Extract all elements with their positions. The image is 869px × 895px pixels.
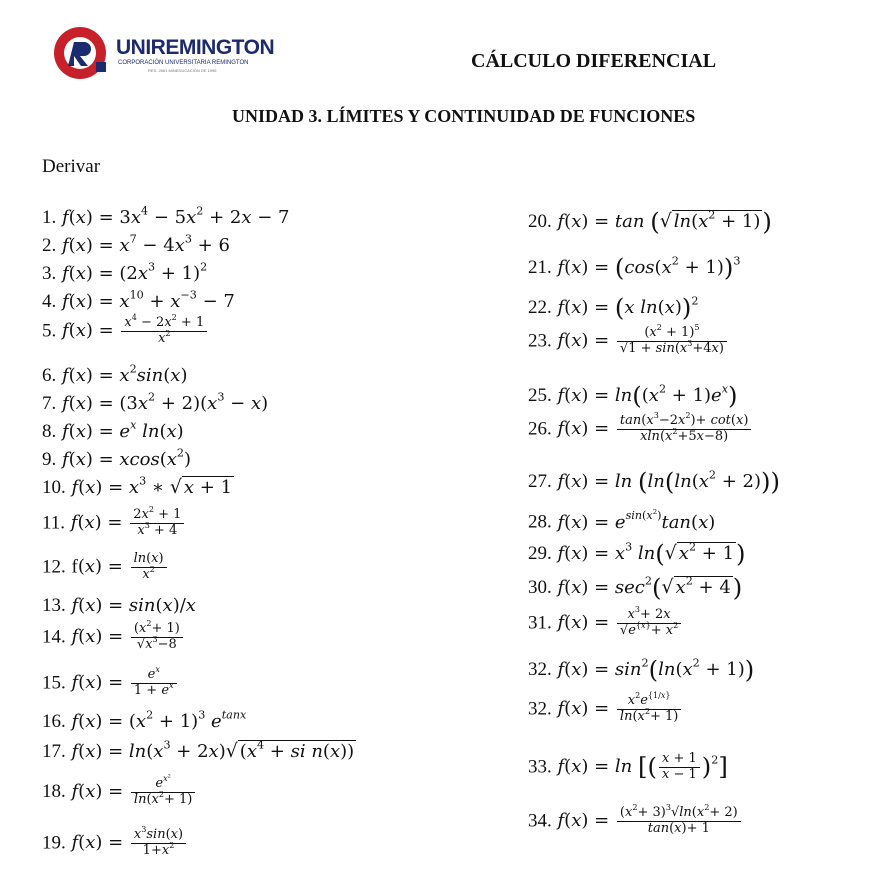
logo-icon <box>52 24 112 84</box>
unit-title: UNIDAD 3. LÍMITES Y CONTINUIDAD DE FUNCIONES <box>232 106 696 126</box>
problem-25: 25. $f(x) = \ln((x^2 + 1)e^x)$ <box>528 381 738 410</box>
uniremington-logo <box>52 24 312 84</box>
problem-22: 22. f(x) = (x ln(x))$^2$ <box>528 293 699 322</box>
problem-23: 23. f(x) = $\frac{(x^2 + 1)^5}{√1 + \sin(x^3+4x)}$ <box>528 326 729 357</box>
problem-33: 33. f(x) = ln [( $\frac{x + 1}{x - 1}$ )$^2$] <box>528 751 728 782</box>
brand-name: UNIREMINGTON <box>116 36 275 59</box>
problem-32b: 32. f(x) = $\frac{x^2e^{\{1/x\}}}{\ln(x^2+ 1)}$ <box>528 694 683 725</box>
problem-4: 4. $f(x) = x^{10} + x^{-3} - 7$ <box>42 288 235 312</box>
problem-10: 10. $f(x) = x^3$ ∗ √ x + 1 <box>42 474 233 498</box>
problem-29: 29. $f(x) = x^3$ ln(√ $x^2 + 1$) <box>528 539 746 568</box>
problem-34: 34. f(x) = $\frac{(x^2+ 3)^3√\ln(x^2+ 2)}{\tan(x)+ 1}$ <box>528 806 743 837</box>
brand-resolution: RES. 2661 MINEDUCACIÓN DE 1996 <box>148 68 217 73</box>
problem-12: 12. f(x) = $\frac{\ln(x)}{x^2}$ <box>42 552 169 583</box>
problem-14: 14. f(x) = $\frac{(x^2+ 1)}{√x^3-8}$ <box>42 622 185 653</box>
problem-19: 19. f(x) = $\frac{x^3\sin(x)}{1+x^2}$ <box>42 828 188 859</box>
problem-32a: 32. $f(x) = \sin^2(\ln(x^2 + 1))$ <box>528 655 755 684</box>
problem-21: 21. $f(x) = (\cos(x^2 + 1))^3$ <box>528 253 741 282</box>
problem-18: 18. f(x) = $\frac{e^{x^2}}{\ln(x^2+ 1)}$ <box>42 776 197 808</box>
problem-26: 26. f(x) = $\frac{\tan(x^3-2x^2)+ \cot(x)}{xln(x^2+5x-8)}$ <box>528 414 753 445</box>
problem-17: 17. $f(x) = \ln(x^3 + 2x)√$ ($x^4$ + si n(x)) <box>42 738 355 762</box>
problem-20: 20. f(x) = tan (√ $\ln(x^2 + 1)$) <box>528 207 772 236</box>
problem-8: 8. $f(x) = e^x$ ln(x) <box>42 418 184 442</box>
instruction: Derivar <box>42 156 101 177</box>
problem-27: 27. $f(x) = \ln (\ln(\ln(x^2 + 2)))$ <box>528 467 780 496</box>
problem-13: 13. f(x) = sin(x)/x <box>42 595 196 616</box>
problem-31: 31. f(x) = $\frac{x^3+ 2x}{√e^{\{x\}}+ x^2}$ <box>528 608 683 639</box>
problem-6: 6. $f(x) = x^2\sin(x)$ <box>42 362 188 386</box>
problem-5: 5. f(x) = $\frac{x^4 - 2x^2 + 1}{x^2}$ <box>42 316 209 347</box>
problem-9: 9. $f(x) = xcos(x^2)$ <box>42 446 192 470</box>
problem-30: 30. $f(x) = \sec^2(√$ $x^2 + 4$) <box>528 573 743 602</box>
problem-3: 3. $f(x) = (2x^3 + 1)^2$ <box>42 260 208 284</box>
problem-16: 16. $f(x) = (x^2 + 1)^3$ $e^{tanx}$ <box>42 708 247 732</box>
problem-28: 28. $f(x) = e^{sin(x^2)}\tan(x)$ <box>528 508 716 533</box>
problem-2: 2. $f(x) = x^7 - 4x^3 + 6$ <box>42 232 230 256</box>
problem-15: 15. f(x) = $\frac{e^x}{1 + e^x}$ <box>42 668 179 699</box>
problem-1: 1. $f(x) = 3x^4 - 5x^2 + 2x - 7$ <box>42 204 290 228</box>
problem-7: 7. $f(x) = (3x^2 + 2)(x^3 - x)$ <box>42 390 269 414</box>
page-title: CÁLCULO DIFERENCIAL <box>471 50 717 72</box>
problem-11: 11. f(x) = $\frac{2x^2 + 1}{x^3 + 4}$ <box>42 508 186 539</box>
brand-subtitle: CORPORACIÓN UNIVERSITARIA REMINGTON <box>118 60 249 66</box>
